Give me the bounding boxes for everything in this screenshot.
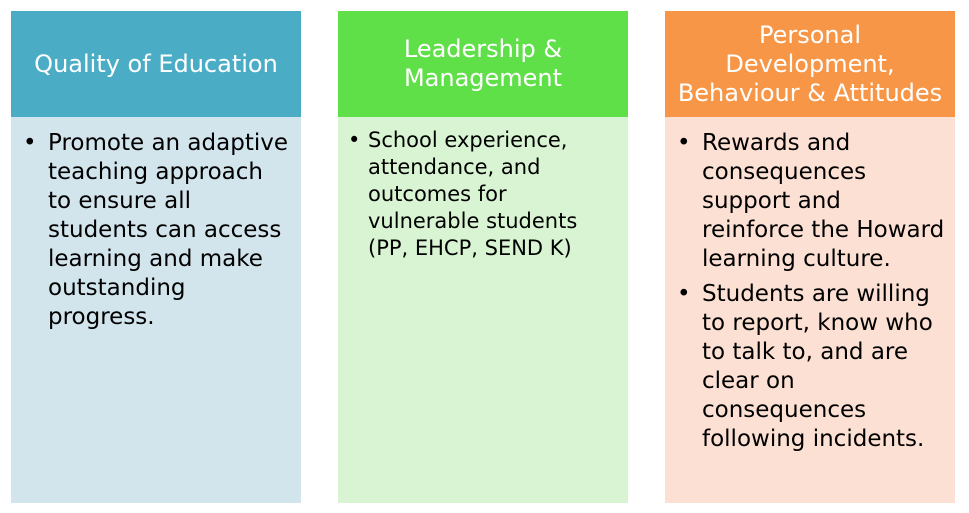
column-body bbox=[665, 117, 955, 503]
column-leadership-management bbox=[338, 11, 628, 503]
bullet-list bbox=[348, 127, 618, 262]
bullet-icon: • bbox=[23, 130, 37, 156]
column-header bbox=[11, 11, 301, 117]
bullet-icon: • bbox=[348, 128, 361, 152]
column-body bbox=[11, 117, 301, 503]
column-title: Personal Development, Behaviour & Attitudes bbox=[677, 20, 943, 107]
list-item-text: Students are willing to report, know who to talk to, and are clear on consequences following incidents. bbox=[702, 281, 933, 452]
column-title: Quality of Education bbox=[34, 49, 278, 78]
list-item bbox=[348, 127, 618, 262]
column-body bbox=[338, 117, 628, 503]
column-header bbox=[338, 11, 628, 117]
column-header bbox=[665, 11, 955, 117]
bullet-list bbox=[677, 129, 945, 454]
bullet-list bbox=[23, 129, 291, 332]
bullet-icon: • bbox=[677, 281, 691, 307]
list-item-text: Promote an adaptive teaching approach to ensure all students can access learning and make outstanding progress. bbox=[48, 130, 288, 330]
list-item-text: Rewards and consequences support and reinforce the Howard learning culture. bbox=[702, 130, 945, 272]
column-personal-development bbox=[665, 11, 955, 503]
list-item bbox=[677, 129, 945, 274]
bullet-icon: • bbox=[677, 130, 691, 156]
list-item bbox=[677, 280, 945, 454]
list-item-text: School experience, attendance, and outcomes for vulnerable students (PP, EHCP, SEND K) bbox=[368, 128, 578, 260]
list-item bbox=[23, 129, 291, 332]
column-title: Leadership & Management bbox=[403, 35, 563, 92]
column-quality-of-education bbox=[11, 11, 301, 503]
